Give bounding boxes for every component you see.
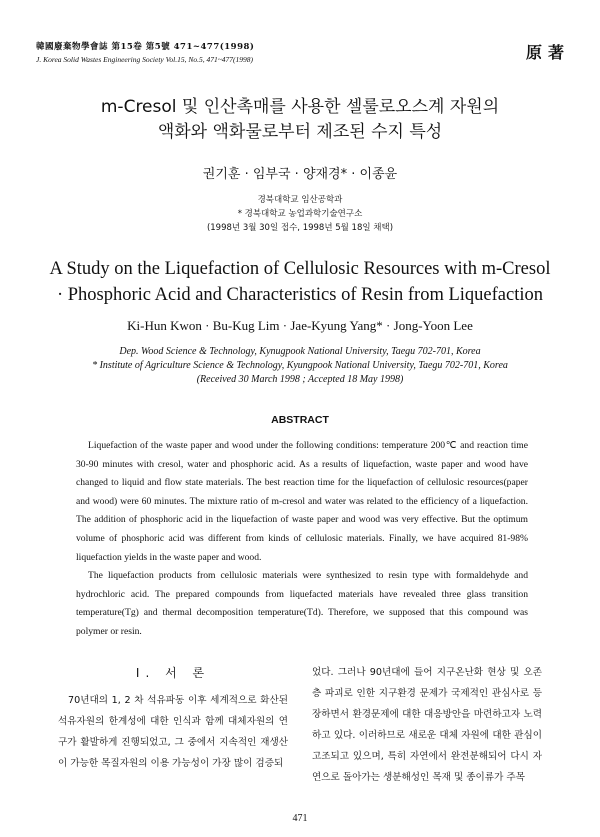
intro-paragraph-right: 었다. 그러나 90년대에 들어 지구온난화 현상 및 오존층 파괴로 인한 지구환경 문제가 국제적인 관심사로 등장하면서 환경문제에 대한 대응방안을 마련하고자 노력하고 있다. 이러하므로 새로운 대체 자원에 대한 관심이 고조되고 있으며, 특히 자연에서 완전분해되어 다시 자연으로 돌아가는 생분해성인 목재 및 종이류가 주목 <box>312 667 542 783</box>
body-column-left <box>58 663 288 774</box>
english-authors: Ki-Hun Kwon · Bu-Kug Lim · Jae-Kyung Yang* · Jong-Yoon Lee <box>127 318 473 333</box>
korean-title-line-1: m-Cresol 및 인산촉매를 사용한 셀룰로오스계 자원의 <box>100 97 500 117</box>
english-title-line-1: A Study on the Liquefaction of Cellulosic Resources with m-Cresol <box>49 259 551 279</box>
english-affiliation-line-2: * Institute of Agriculture Science & Technology, Kyungpook National University, Taegu 702-701, Korea <box>92 360 508 371</box>
korean-affiliation-line-2: * 경북대학교 농업과학기술연구소 <box>237 209 363 219</box>
korean-title-line-2: 액화와 액화물로부터 제조된 수지 특성 <box>157 122 443 142</box>
english-affiliation <box>0 345 600 387</box>
page-number: 471 <box>292 813 308 824</box>
abstract-paragraph-1: Liquefaction of the waste paper and wood under the following conditions: temperature 200℃ and reaction time 30-90 minutes with cresol, water and phosphoric acid. As a results of liquefaction, waste paper and wood have changed to liquid and flow state materials. The best reaction time for the liquefaction of cellulosic resources(paper and wood) were 60 minutes. The mixture ratio of m-cresol and water was related to the efficiency of a liquefaction. The addition of phosphoric acid in the liquefaction of waste paper and wood was very effective. But the optimum volume of phosphoric acid was different from kinds of cellulosic materials. Finally, we have acquired 81-98% liquefaction yields in the waste paper and wood. <box>76 440 528 563</box>
english-affiliation-line-1: Dep. Wood Science & Technology, Kynugpook National University, Taegu 702-701, Korea <box>119 346 481 357</box>
english-received-dates: (Received 30 March 1998 ; Accepted 18 May 1998) <box>196 374 404 385</box>
korean-title <box>0 95 600 145</box>
korean-authors: 권기훈 · 임부국 · 양재경* · 이종윤 <box>202 167 398 182</box>
korean-received-dates: (1998년 3월 30일 접수, 1998년 5월 18일 채택) <box>206 223 394 233</box>
english-title-line-2: · Phosphoric Acid and Characteristics of Resin from Liquefaction <box>56 285 543 305</box>
english-title <box>0 256 600 308</box>
korean-affiliation <box>0 193 600 235</box>
section-heading-introduction: I. 서 론 <box>135 666 211 680</box>
body-column-right <box>312 662 542 788</box>
intro-paragraph-left: 70년대의 1, 2 차 석유파동 이후 세계적으로 화산된 석유자원의 한계성에 대한 인식과 함께 대체자원의 연구가 활발하게 진행되었고, 그 중에서 지속적인 재생산이 가능한 목질자원의 이용 가능성이 가장 많이 검증되 <box>58 695 288 769</box>
abstract-paragraph-2: The liquefaction products from cellulosic materials were synthesized to resin type with formaldehyde and hydrochloric acid. The prepared compounds from liquefacted materials have revealed three glass transition temperature(Tg) and thermal decomposition temperature(Td). Therefore, we supposed that this compound was polymer or resin. <box>76 570 528 637</box>
abstract-body <box>76 437 528 642</box>
article-type-badge: 原著 <box>525 43 570 62</box>
journal-header <box>36 40 566 64</box>
journal-title-english: J. Korea Solid Wastes Engineering Society Vol.15, No.5, 471~477(1998) <box>36 55 254 64</box>
korean-affiliation-line-1: 경북대학교 임산공학과 <box>257 195 343 205</box>
journal-title-korean: 韓國廢棄物學會誌 第15卷 第5號 471~477(1998) <box>36 42 255 52</box>
abstract-heading: ABSTRACT <box>271 414 329 426</box>
